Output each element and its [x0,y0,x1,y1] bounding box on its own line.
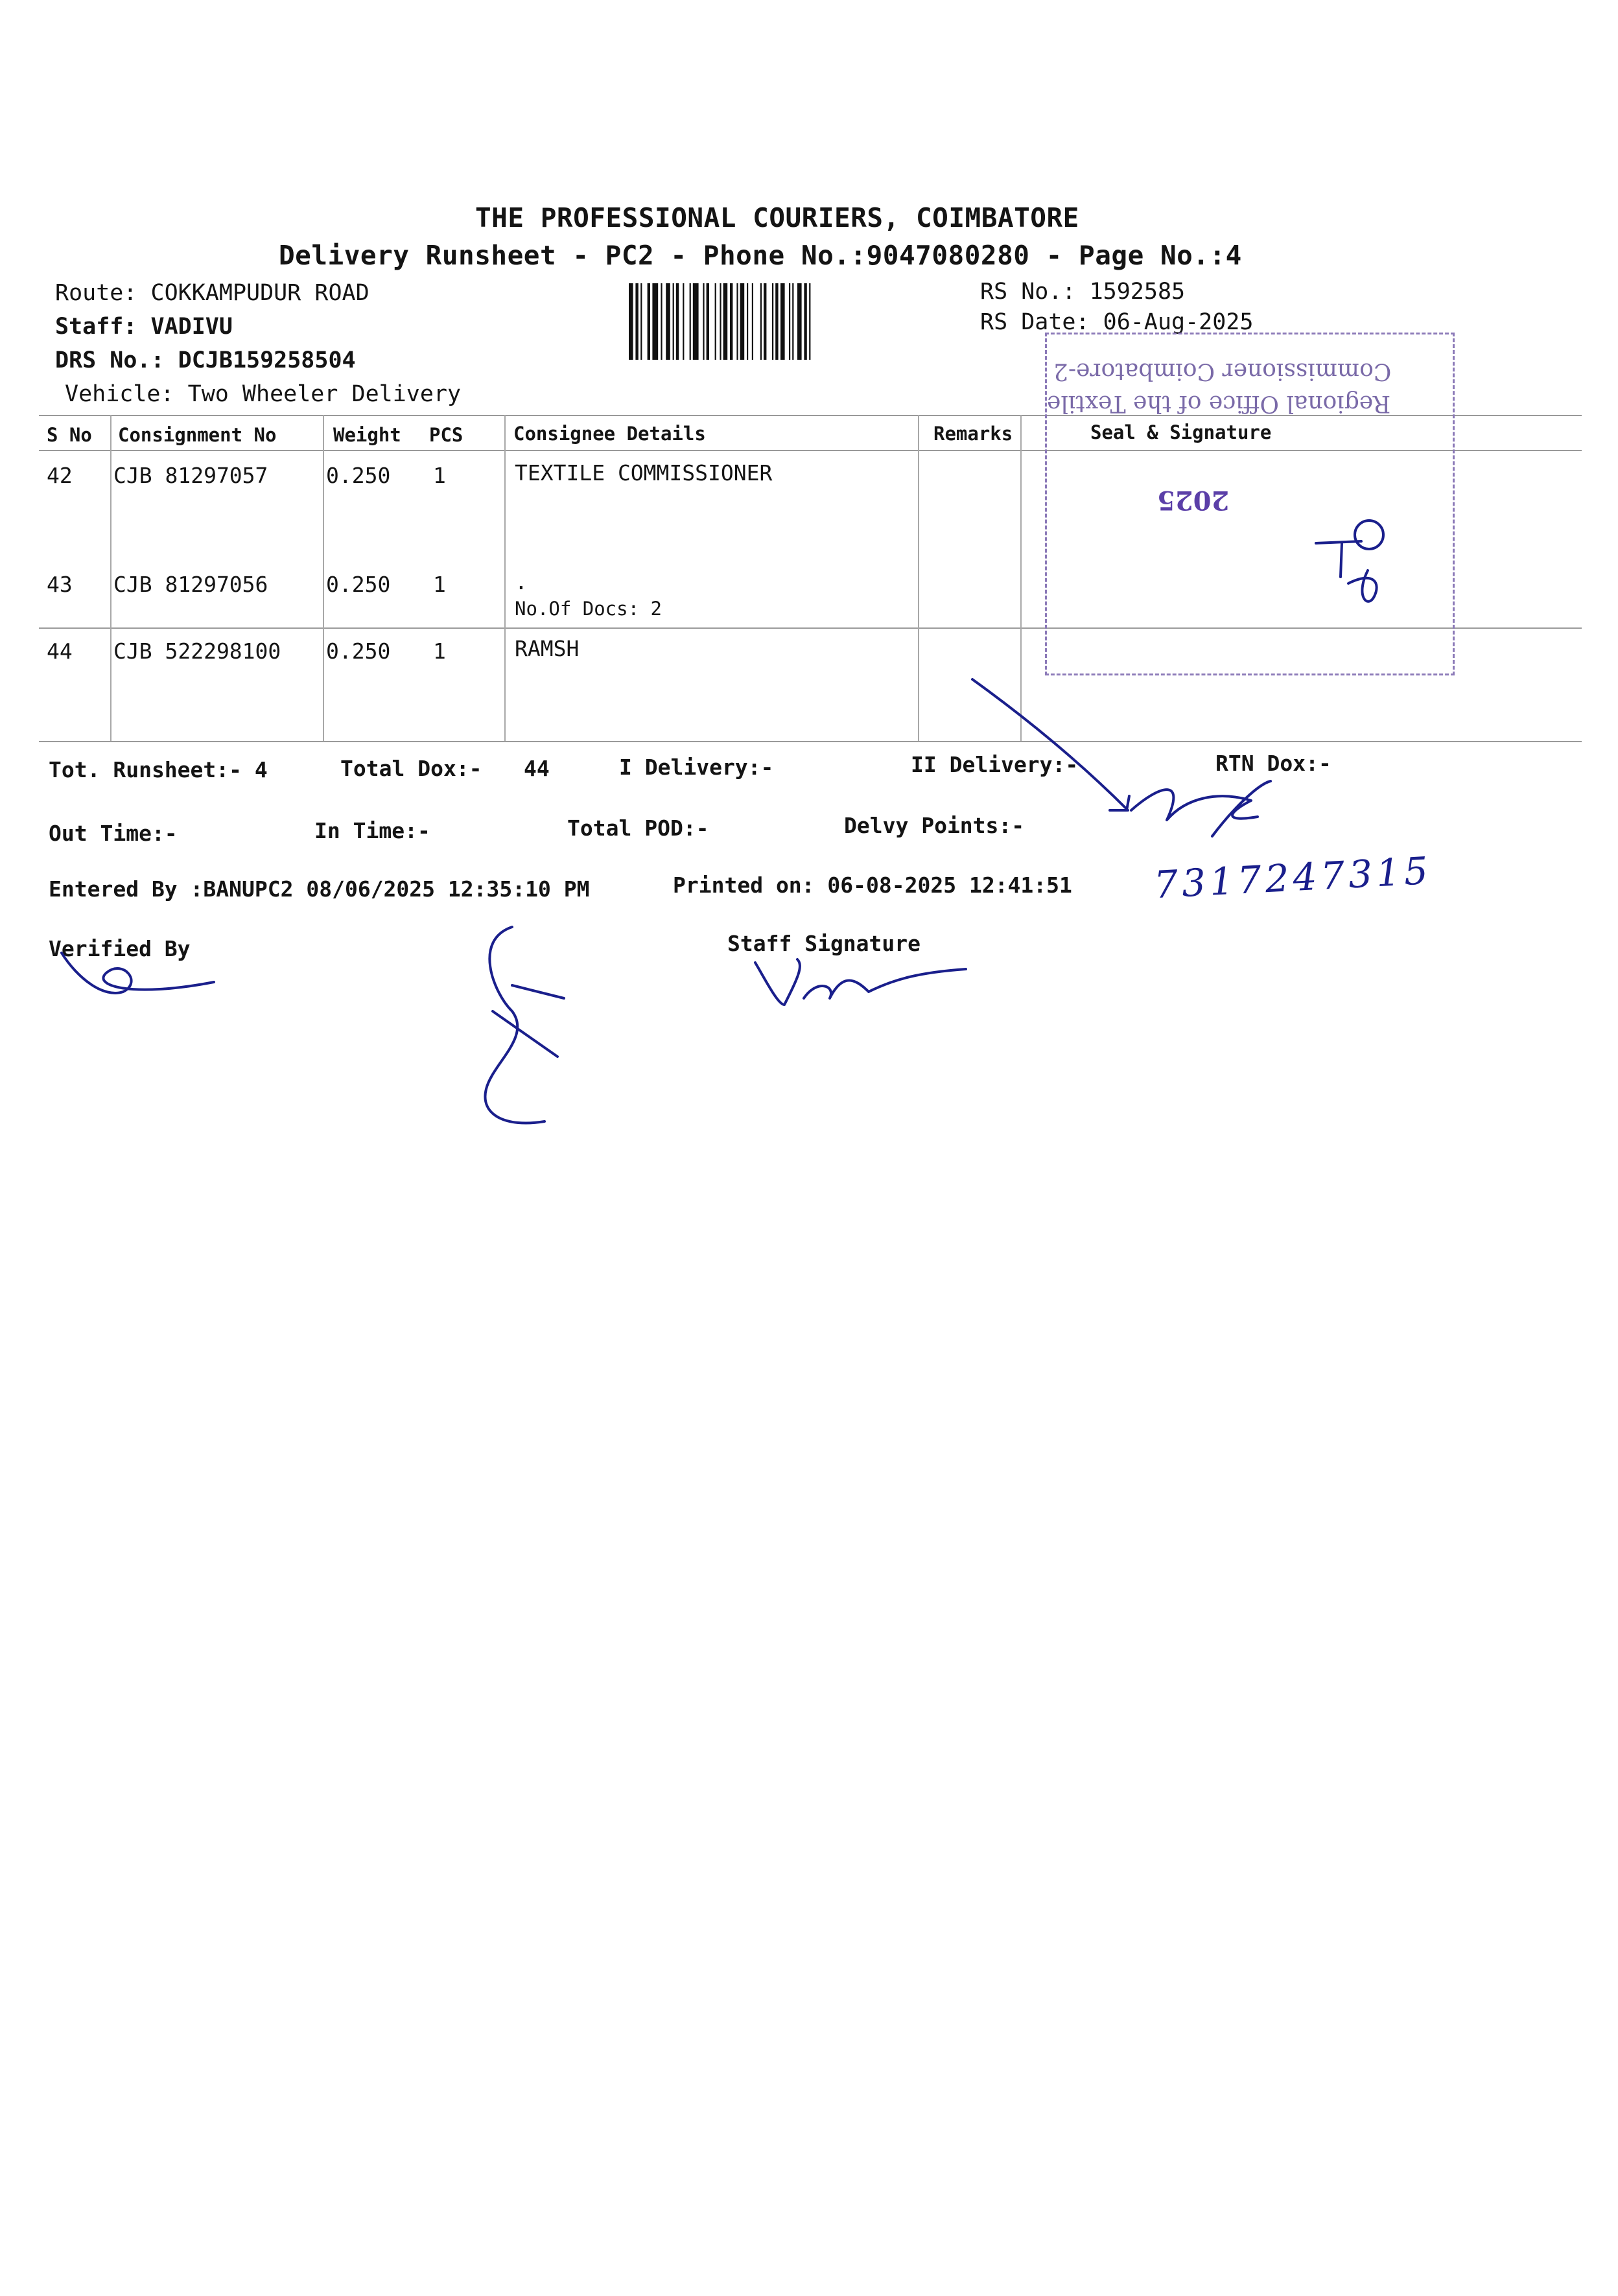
route-value: COKKAMPUDUR ROAD [150,280,369,306]
drs-value: DCJB159258504 [178,347,356,373]
total-dox-value: 44 [524,756,550,781]
ii-delivery: II Delivery:- [911,752,1079,777]
row-sno: 42 [47,463,73,488]
row-weight: 0.250 [326,638,391,664]
route-label: Route: [55,280,137,306]
rs-date-label: RS Date: [980,309,1090,335]
arrow-line [972,679,1128,810]
rs-no-label: RS No.: [980,279,1076,305]
col-header-consignment: Consignment No [118,424,277,446]
total-pod: Total POD:- [567,815,709,841]
receiver-signature [1131,781,1271,836]
stamp-initials-circle [1355,521,1383,549]
i-delivery: I Delivery:- [619,755,774,780]
tot-runsheet: Tot. Runsheet:- 4 [49,757,268,782]
row-weight: 0.250 [326,572,391,597]
handwritten-phone: 7317247315 [1153,848,1433,908]
staff-signature [755,959,966,1005]
entered-by: Entered By :BANUPC2 08/06/2025 12:35:10 PM [49,876,590,902]
runsheet-title: Delivery Runsheet - PC2 - Phone No.:9047080280 - Page No.:4 [279,240,1242,271]
row-consignment: CJB 81297057 [113,463,268,488]
middle-signature [485,927,564,1123]
rtn-dox: RTN Dox:- [1215,751,1331,776]
printed-on: Printed on: 06-08-2025 12:41:51 [673,873,1072,898]
stamp-initials [1316,541,1377,602]
col-header-sno: S No [47,424,92,446]
row-pcs: 1 [433,572,446,597]
col-header-seal-signature: Seal & Signature [1090,421,1272,443]
rs-no-value: 1592585 [1089,279,1186,305]
row-docs-note: No.Of Docs: 2 [515,598,662,620]
staff-value: VADIVU [150,314,233,340]
verified-by: Verified By [49,936,191,961]
stamp-date: 2025 [1157,485,1230,515]
row-sno: 44 [47,638,73,664]
row-consignee: TEXTILE COMMISSIONER [515,460,773,486]
vehicle-line: Vehicle: Two Wheeler Delivery [65,381,462,407]
row-consignee: . [515,569,528,594]
row-pcs: 1 [433,463,446,488]
row-consignment: CJB 81297056 [113,572,268,597]
row-consignee: RAMSH [515,636,580,661]
col-header-remarks: Remarks [933,423,1013,445]
col-header-weight: Weight [333,424,401,446]
staff-signature-label: Staff Signature [727,931,921,956]
row-pcs: 1 [433,638,446,664]
row-weight: 0.250 [326,463,391,488]
delvy-points: Delvy Points:- [844,813,1025,838]
company-name: THE PROFESSIONAL COURIERS, COIMBATORE [475,202,1079,233]
staff-label: Staff: [55,314,137,340]
out-time: Out Time:- [49,821,178,846]
total-dox-label: Total Dox:- [340,756,482,781]
drs-label: DRS No.: [55,347,165,373]
row-sno: 43 [47,572,73,597]
in-time: In Time:- [314,818,430,843]
col-header-pcs: PCS [429,424,463,446]
stamp-line1: Commissioner Coimbatore-2 [1053,358,1392,384]
verifier-signature [62,953,214,993]
row-consignment: CJB 522298100 [113,638,281,664]
stamp-line2: Regional Office of the Textile [1047,390,1391,417]
col-header-consignee: Consignee Details [513,423,706,445]
rs-date-value: 06-Aug-2025 [1103,309,1254,335]
